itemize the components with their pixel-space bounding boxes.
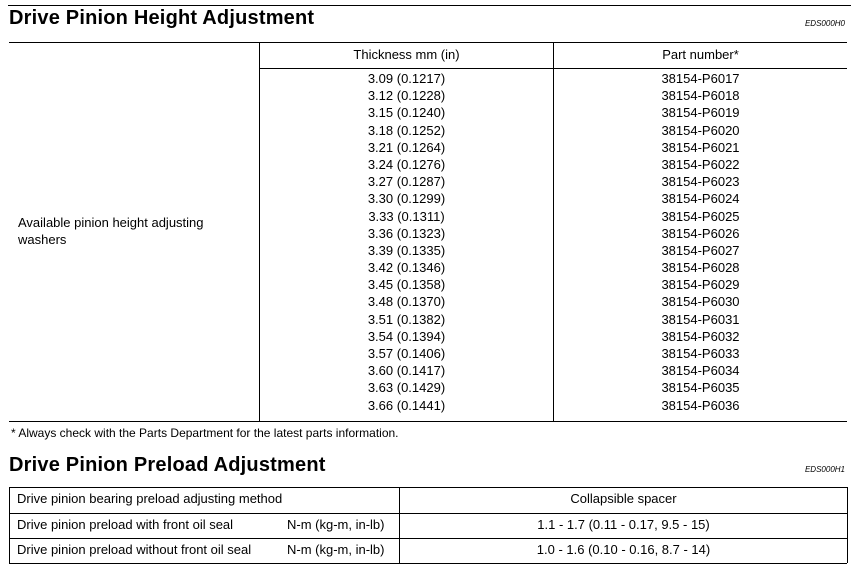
section-code-pinion-preload: EDS000H1 [804, 465, 845, 474]
table2-right-border [847, 487, 848, 563]
thickness-cell: 3.42 (0.1346) [367, 260, 446, 276]
thickness-cell: 3.48 (0.1370) [367, 294, 446, 310]
part-number-cell: 38154-P6024 [661, 191, 740, 207]
row-label-washers: Available pinion height adjusting washers [18, 215, 204, 247]
thickness-cell: 3.36 (0.1323) [367, 225, 446, 241]
section-title-pinion-height: Drive Pinion Height Adjustment [9, 7, 315, 29]
thickness-cell: 3.24 (0.1276) [367, 156, 446, 172]
thickness-cell: 3.63 (0.1429) [367, 380, 446, 396]
preload-method-value: Collapsible spacer [570, 491, 677, 506]
part-number-cell: 38154-P6034 [661, 363, 740, 379]
preload-without-seal-value: 1.0 - 1.6 (0.10 - 0.16, 8.7 - 14) [536, 542, 711, 557]
thickness-cell: 3.09 (0.1217) [367, 71, 446, 86]
parts-note: * Always check with the Parts Department for the latest parts information. [11, 426, 399, 440]
part-number-cell: 38154-P6026 [661, 225, 740, 241]
thickness-cell: 3.51 (0.1382) [367, 311, 446, 327]
part-number-cell: 38154-P6032 [661, 328, 740, 344]
preload-with-seal-value: 1.1 - 1.7 (0.11 - 0.17, 9.5 - 15) [537, 517, 710, 532]
part-number-cell: 38154-P6019 [661, 105, 740, 121]
thickness-cell: 3.66 (0.1441) [367, 397, 446, 413]
section-title-pinion-preload: Drive Pinion Preload Adjustment [9, 454, 326, 476]
preload-with-seal-label: Drive pinion preload with front oil seal [17, 517, 234, 532]
table2-top-border [9, 487, 847, 488]
part-number-cell: 38154-P6020 [661, 122, 740, 138]
table1-bottom-border [9, 421, 847, 422]
thickness-column [260, 70, 553, 414]
header-part-number: Part number* [662, 47, 739, 62]
preload-method-label: Drive pinion bearing preload adjusting method [17, 491, 283, 506]
thickness-cell: 3.45 (0.1358) [367, 277, 446, 293]
thickness-cell: 3.27 (0.1287) [367, 174, 446, 190]
part-number-cell: 38154-P6028 [661, 260, 740, 276]
section-code-pinion-height: EDS000H0 [804, 19, 845, 28]
thickness-cell: 3.18 (0.1252) [367, 122, 446, 138]
table2-left-border [9, 487, 10, 563]
thickness-cell: 3.33 (0.1311) [368, 208, 445, 224]
part-number-cell: 38154-P6033 [661, 346, 740, 361]
thickness-cell: 3.60 (0.1417) [367, 363, 446, 379]
part-number-column [554, 70, 847, 414]
part-number-cell: 38154-P6030 [661, 294, 740, 310]
table2-bottom-border [9, 563, 847, 564]
thickness-cell: 3.21 (0.1264) [367, 139, 446, 155]
table2-row-border-1 [9, 513, 847, 514]
thickness-cell: 3.12 (0.1228) [367, 88, 446, 104]
part-number-cell: 38154-P6018 [661, 88, 740, 104]
part-number-cell: 38154-P6023 [661, 174, 740, 190]
part-number-cell: 38154-P6021 [661, 139, 740, 155]
preload-without-seal-unit: N-m (kg-m, in-lb) [287, 542, 385, 557]
preload-without-seal-label: Drive pinion preload without front oil seal [17, 542, 252, 557]
table1-top-border [9, 42, 847, 43]
thickness-cell: 3.57 (0.1406) [367, 346, 446, 361]
thickness-cell: 3.30 (0.1299) [367, 191, 446, 207]
part-number-cell: 38154-P6022 [661, 156, 740, 172]
thickness-cell: 3.39 (0.1335) [367, 242, 446, 258]
part-number-cell: 38154-P6025 [661, 208, 740, 224]
part-number-cell: 38154-P6027 [661, 242, 740, 258]
thickness-cell: 3.54 (0.1394) [367, 328, 446, 344]
thickness-cell: 3.15 (0.1240) [367, 105, 446, 121]
part-number-cell: 38154-P6017 [661, 71, 740, 86]
part-number-cell: 38154-P6035 [661, 380, 740, 396]
part-number-cell: 38154-P6036 [661, 397, 740, 413]
preload-with-seal-unit: N-m (kg-m, in-lb) [287, 517, 385, 532]
header-thickness: Thickness mm (in) [353, 47, 460, 62]
part-number-cell: 38154-P6031 [661, 311, 740, 327]
part-number-cell: 38154-P6029 [661, 277, 740, 293]
table2-row-border-2 [9, 538, 847, 539]
top-rule [8, 5, 851, 6]
